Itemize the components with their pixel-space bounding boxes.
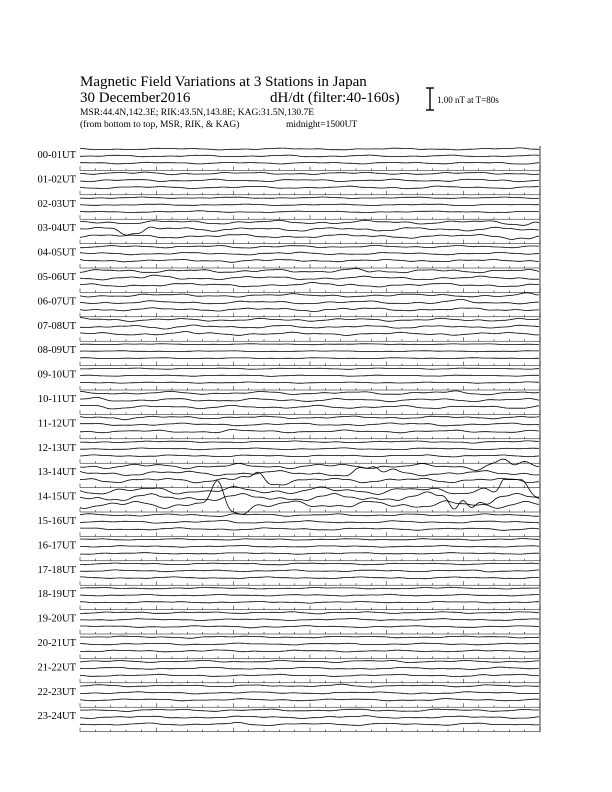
trace-11-12UT-RIK xyxy=(80,423,539,426)
trace-08-09UT-MSR xyxy=(80,358,539,359)
trace-21-22UT-RIK xyxy=(80,667,539,670)
trace-05-06UT-KAG xyxy=(80,269,539,273)
trace-20-21UT-MSR xyxy=(80,650,539,652)
trace-10-11UT-RIK xyxy=(80,397,539,401)
trace-20-21UT-KAG xyxy=(80,636,539,638)
chart-header xyxy=(80,74,400,130)
trace-12-13UT-KAG xyxy=(80,441,539,443)
hour-label-08-09UT: 08-09UT xyxy=(37,345,76,357)
trace-14-15UT-MSR xyxy=(80,481,539,514)
trace-16-17UT-KAG xyxy=(80,539,539,541)
trace-04-05UT-KAG xyxy=(80,245,539,248)
trace-14-15UT-KAG xyxy=(80,480,539,498)
trace-15-16UT-MSR xyxy=(80,528,539,531)
trace-04-05UT-RIK xyxy=(80,252,539,255)
trace-07-08UT-MSR xyxy=(80,332,539,336)
trace-02-03UT-RIK xyxy=(80,204,539,206)
trace-02-03UT-KAG xyxy=(80,197,539,199)
trace-23-24UT-MSR xyxy=(80,722,539,725)
trace-13-14UT-RIK xyxy=(80,467,539,476)
trace-03-04UT-MSR xyxy=(80,234,539,239)
trace-12-13UT-MSR xyxy=(80,455,539,457)
trace-01-02UT-KAG xyxy=(80,172,539,175)
station-order-note: (from bottom to top, MSR, RIK, & KAG) xyxy=(80,120,240,130)
trace-04-05UT-MSR xyxy=(80,260,539,263)
trace-15-16UT-RIK xyxy=(80,520,539,523)
hour-label-11-12UT: 11-12UT xyxy=(37,418,76,430)
hour-label-21-22UT: 21-22UT xyxy=(37,662,76,674)
trace-16-17UT-MSR xyxy=(80,553,539,555)
hour-label-04-05UT: 04-05UT xyxy=(37,247,76,259)
trace-00-01UT-RIK xyxy=(80,155,539,157)
trace-20-21UT-RIK xyxy=(80,643,539,645)
hour-label-06-07UT: 06-07UT xyxy=(37,296,76,308)
hour-label-23-24UT: 23-24UT xyxy=(37,711,76,723)
trace-05-06UT-MSR xyxy=(80,282,539,287)
trace-14-15UT-RIK xyxy=(80,492,539,509)
trace-18-19UT-KAG xyxy=(80,587,539,589)
trace-group xyxy=(80,148,539,726)
trace-22-23UT-MSR xyxy=(80,699,539,701)
trace-05-06UT-RIK xyxy=(80,275,539,280)
trace-17-18UT-KAG xyxy=(80,563,539,565)
trace-22-23UT-RIK xyxy=(80,692,539,694)
trace-21-22UT-KAG xyxy=(80,660,539,662)
trace-11-12UT-KAG xyxy=(80,416,539,420)
hour-label-01-02UT: 01-02UT xyxy=(37,174,76,186)
trace-10-11UT-MSR xyxy=(80,405,539,409)
hour-label-02-03UT: 02-03UT xyxy=(37,198,76,210)
trace-23-24UT-KAG xyxy=(80,709,539,711)
trace-16-17UT-RIK xyxy=(80,546,539,548)
scale-bar xyxy=(426,88,499,110)
station-coordinates: MSR:44.4N,142.3E; RIK:43.5N,143.8E; KAG:31.5N,130.7E xyxy=(80,108,315,118)
trace-21-22UT-MSR xyxy=(80,674,539,676)
hour-label-20-21UT: 20-21UT xyxy=(37,638,76,649)
trace-10-11UT-KAG xyxy=(80,391,539,395)
trace-00-01UT-KAG xyxy=(80,148,539,150)
hour-label-10-11UT: 10-11UT xyxy=(37,394,76,405)
trace-08-09UT-RIK xyxy=(80,351,539,352)
hour-label-19-20UT: 19-20UT xyxy=(37,613,76,625)
hour-label-15-16UT: 15-16UT xyxy=(37,516,76,527)
trace-01-02UT-MSR xyxy=(80,186,539,189)
hour-label-03-04UT: 03-04UT xyxy=(37,223,76,235)
trace-17-18UT-MSR xyxy=(80,577,539,579)
chart-date: 30 December2016 xyxy=(80,90,191,106)
hour-label-group xyxy=(38,150,77,722)
hour-label-16-17UT: 16-17UT xyxy=(37,540,76,552)
trace-09-10UT-MSR xyxy=(80,382,539,383)
hour-label-05-06UT: 05-06UT xyxy=(37,272,76,283)
hour-label-18-19UT: 18-19UT xyxy=(37,589,76,601)
midnight-note: midnight=1500UT xyxy=(286,120,358,130)
trace-03-04UT-KAG xyxy=(80,220,539,225)
trace-01-02UT-RIK xyxy=(80,179,539,182)
trace-17-18UT-RIK xyxy=(80,570,539,572)
trace-00-01UT-MSR xyxy=(80,162,539,164)
hour-label-09-10UT: 09-10UT xyxy=(37,369,76,381)
hour-label-07-08UT: 07-08UT xyxy=(37,320,76,332)
trace-06-07UT-KAG xyxy=(80,293,539,297)
trace-07-08UT-KAG xyxy=(80,318,539,322)
trace-19-20UT-RIK xyxy=(80,619,539,621)
chart-quantity: dH/dt (filter:40-160s) xyxy=(270,90,400,106)
trace-09-10UT-KAG xyxy=(80,368,539,369)
trace-11-12UT-MSR xyxy=(80,430,539,433)
trace-19-20UT-MSR xyxy=(80,626,539,628)
trace-02-03UT-MSR xyxy=(80,211,539,213)
trace-06-07UT-MSR xyxy=(80,308,539,312)
hour-label-14-15UT: 14-15UT xyxy=(37,491,76,503)
trace-08-09UT-KAG xyxy=(80,344,539,345)
trace-12-13UT-RIK xyxy=(80,448,539,450)
hour-label-22-23UT: 22-23UT xyxy=(37,686,76,698)
scale-bar-label: 1.00 nT at T=80s xyxy=(437,95,499,105)
trace-13-14UT-KAG xyxy=(80,459,539,470)
trace-18-19UT-RIK xyxy=(80,594,539,596)
hour-label-00-01UT: 00-01UT xyxy=(37,150,76,161)
hour-label-12-13UT: 12-13UT xyxy=(37,442,76,454)
trace-18-19UT-MSR xyxy=(80,601,539,603)
chart-title: Magnetic Field Variations at 3 Stations in Japan xyxy=(80,74,367,90)
trace-15-16UT-KAG xyxy=(80,514,539,517)
trace-19-20UT-KAG xyxy=(80,612,539,614)
trace-06-07UT-RIK xyxy=(80,299,539,303)
trace-09-10UT-RIK xyxy=(80,375,539,376)
hour-label-17-18UT: 17-18UT xyxy=(37,564,76,576)
trace-07-08UT-RIK xyxy=(80,325,539,329)
hour-label-13-14UT: 13-14UT xyxy=(37,467,76,479)
trace-23-24UT-RIK xyxy=(80,716,539,719)
trace-03-04UT-RIK xyxy=(80,227,539,235)
trace-22-23UT-KAG xyxy=(80,684,539,687)
